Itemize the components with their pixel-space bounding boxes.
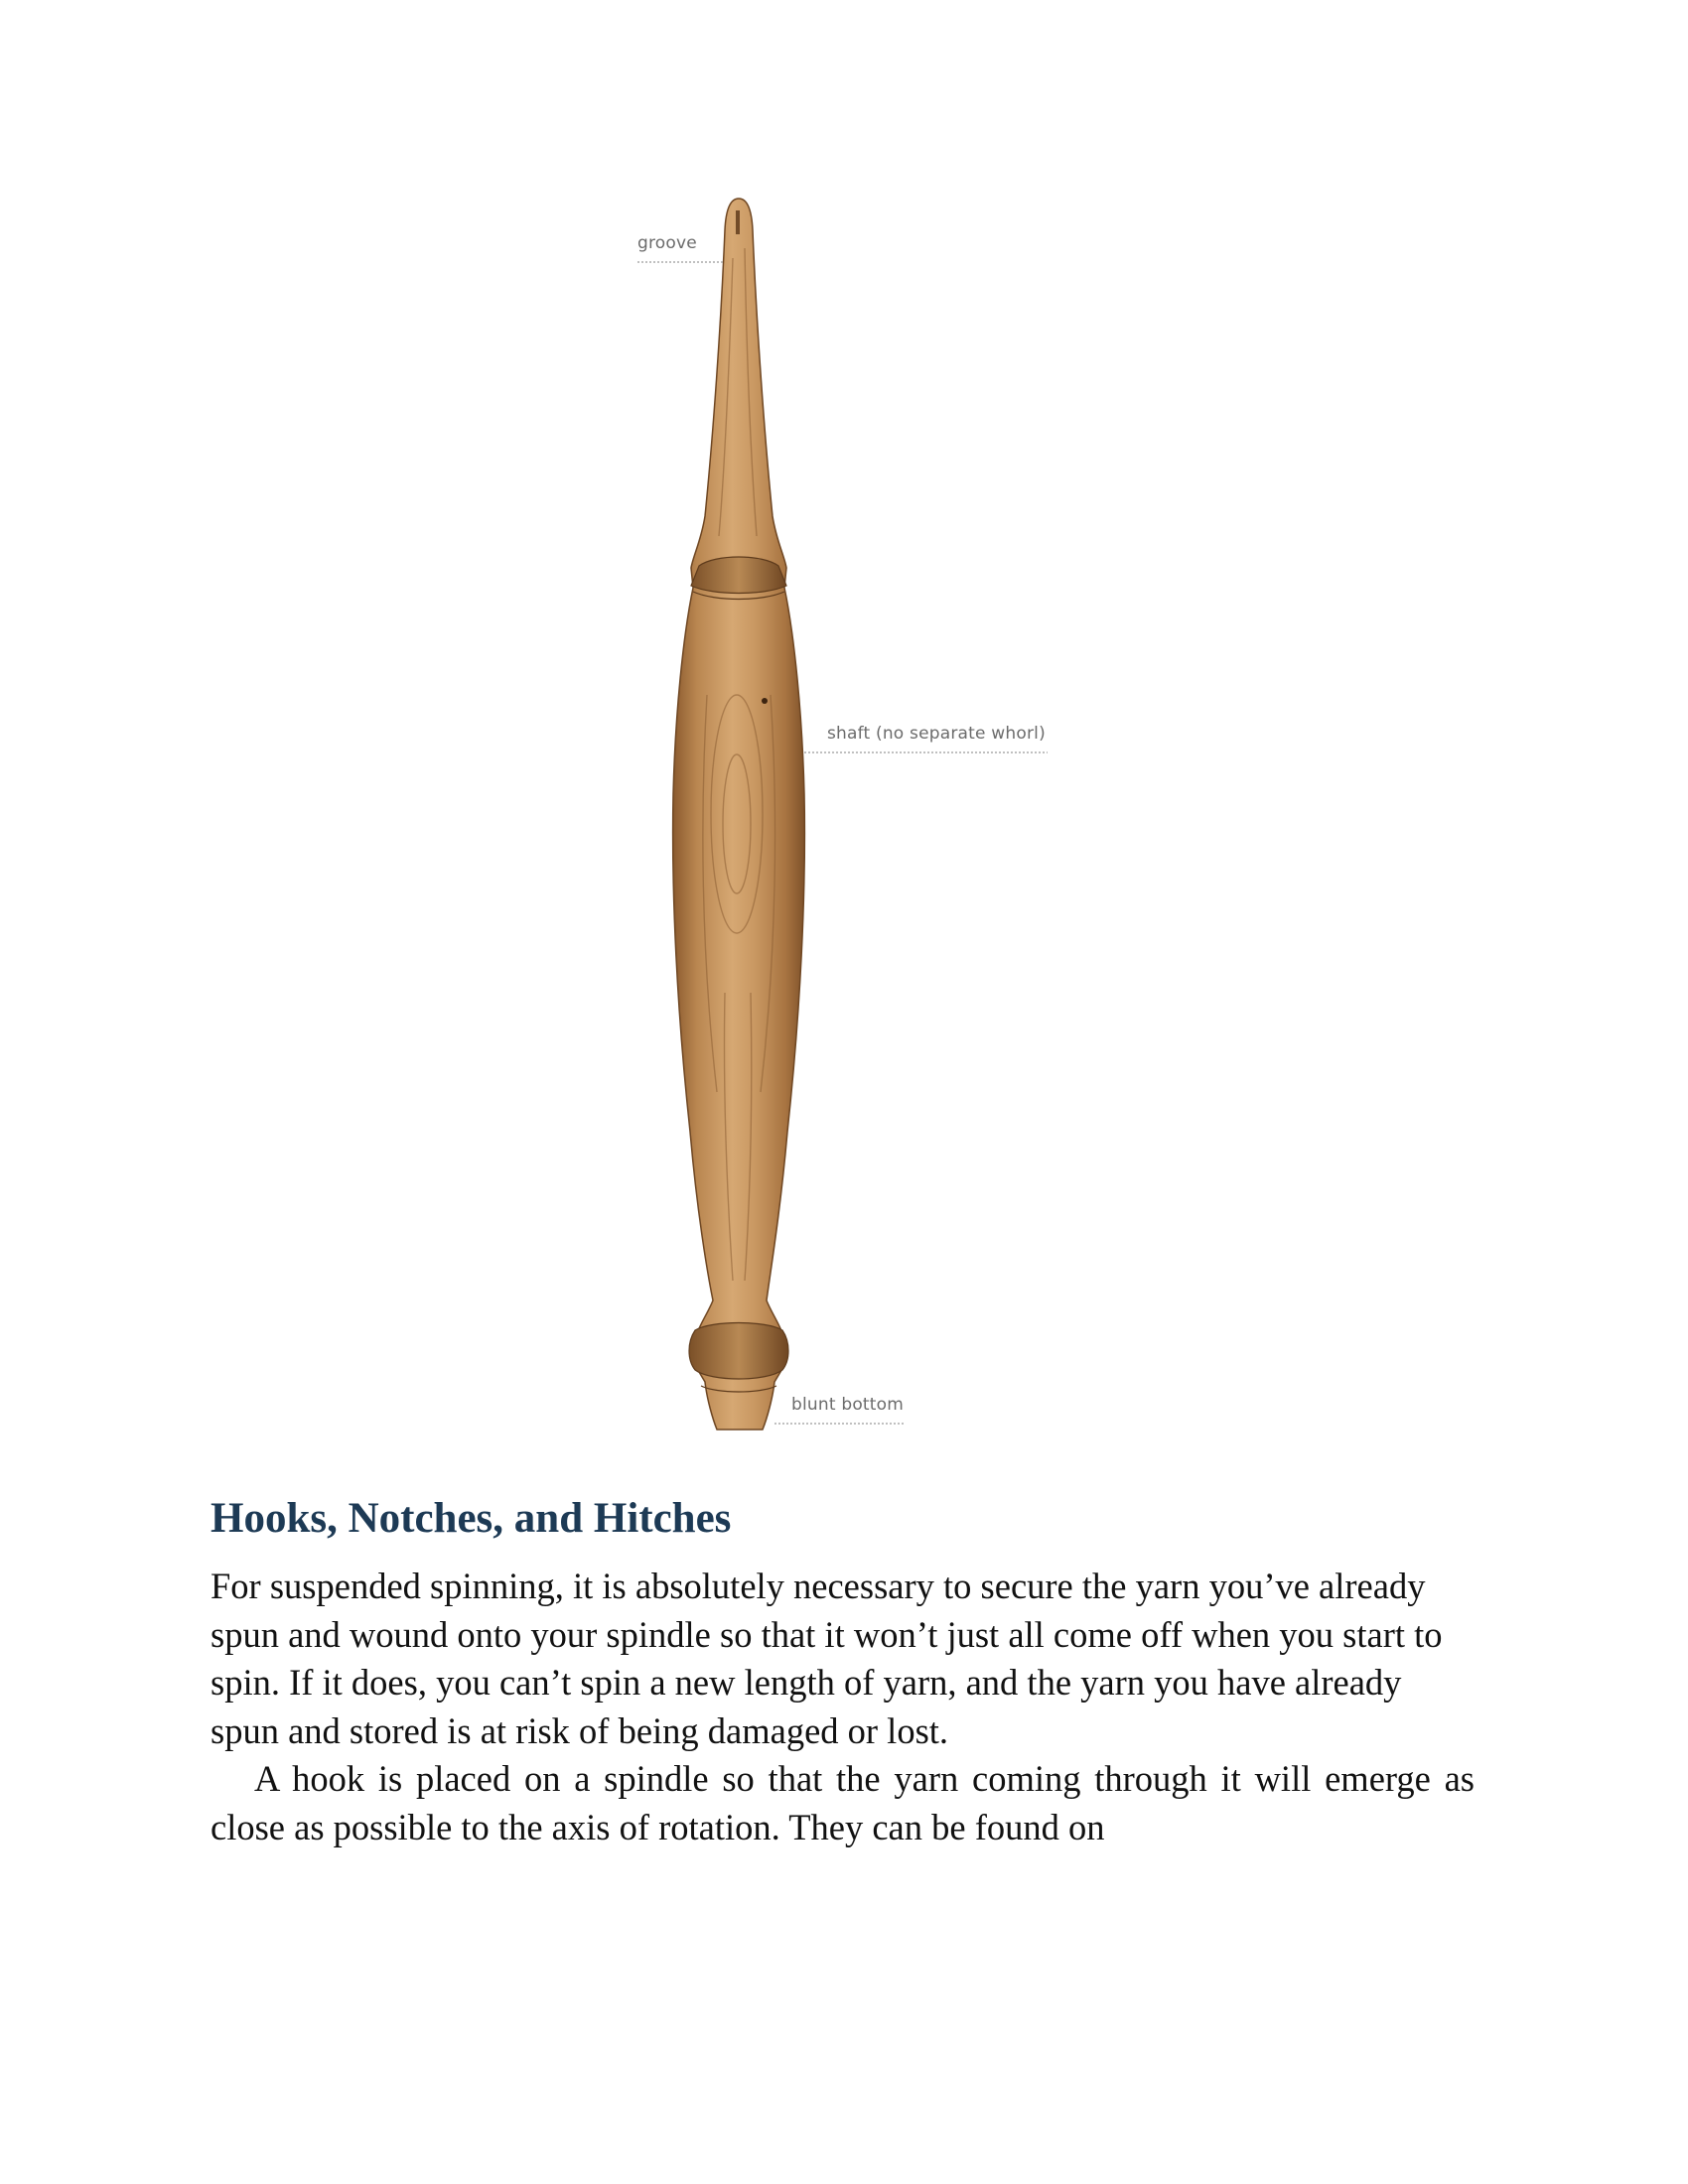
groove-notch	[736, 210, 740, 234]
upper-collar	[691, 557, 786, 594]
shaft-label: shaft (no separate whorl)	[827, 724, 1046, 744]
paragraph-2: A hook is placed on a spindle so that the yarn coming through it will emerge as close as possible to the axis of rotation. They can be found on	[211, 1758, 1475, 1847]
spindle-shaft	[673, 199, 805, 1430]
groove-label: groove	[637, 233, 697, 253]
section-heading: Hooks, Notches, and Hitches	[211, 1495, 732, 1542]
blunt-bottom-label: blunt bottom	[791, 1395, 905, 1415]
bottom-knob	[689, 1323, 788, 1380]
body-text	[211, 1563, 1475, 1851]
paragraph-1: For suspended spinning, it is absolutely necessary to secure the yarn you’ve already spun and wound onto your spindle so that it won’t just all come off when you start to spin. If it does, you can’t spin a new length of yarn, and the yarn you have already spun and stored is at risk of being damaged or lost.	[211, 1566, 1443, 1751]
